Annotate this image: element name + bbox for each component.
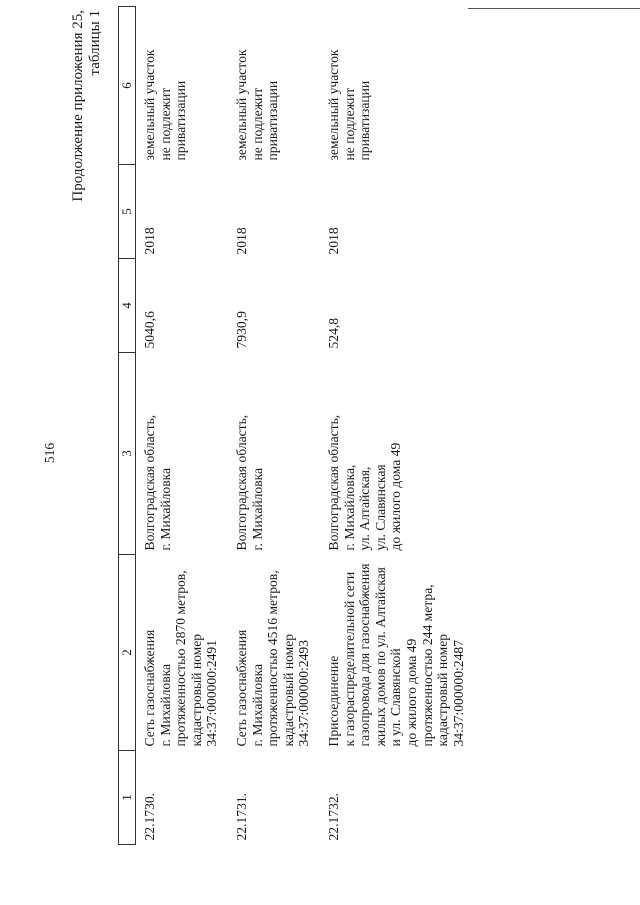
property-table (118, 7, 466, 845)
note-line: не подлежит (341, 87, 357, 161)
header-col-1: 1 (119, 751, 136, 845)
object-name-line: Сеть газоснабжения (142, 629, 157, 747)
header-col-6: 6 (119, 7, 136, 165)
caption-line-2: таблицы 1 (87, 10, 103, 76)
object-name-line: г. Михайловка (249, 663, 265, 747)
header-col-4: 4 (119, 259, 136, 353)
object-name-line: и ул. Славянской (388, 648, 404, 747)
address-line: ул. Славянская (372, 464, 388, 551)
object-name-line: газопровода для газоснабжения (357, 563, 373, 747)
object-name-line: Присоединение (326, 655, 341, 747)
object-address (320, 353, 466, 555)
object-name-line: Сеть газоснабжения (234, 629, 249, 747)
object-name (320, 555, 466, 751)
object-name-line: жилых домов по ул. Алтайская (372, 567, 388, 747)
address-line: Волгоградская область, (142, 414, 157, 551)
table-row (136, 7, 229, 845)
object-value: 524,8 (326, 317, 341, 349)
note-line: приватизации (265, 80, 281, 161)
object-value: 5040,6 (142, 311, 157, 349)
object-address (228, 353, 320, 555)
object-note (320, 7, 466, 165)
table-caption (70, 10, 104, 265)
note-line: земельный участок (326, 49, 341, 161)
note-line: земельный участок (234, 49, 249, 161)
table-row (228, 7, 320, 845)
note-line: приватизации (173, 80, 189, 161)
address-line: г. Михайловка, (341, 464, 357, 551)
object-address (136, 353, 229, 555)
address-line: г. Михайловка (157, 467, 173, 551)
table-row (320, 7, 466, 845)
header-col-5: 5 (119, 165, 136, 259)
header-col-2: 2 (119, 555, 136, 751)
object-name-line: 34:37:000000:2493 (296, 640, 312, 747)
object-name-line: протяженностью 2870 метров, (173, 570, 189, 747)
address-line: Волгоградская область, (234, 414, 249, 551)
object-name-line: г. Михайловка (157, 663, 173, 747)
object-name (228, 555, 320, 751)
header-col-3: 3 (119, 353, 136, 555)
object-note (136, 7, 229, 165)
address-line: Волгоградская область, (326, 414, 341, 551)
address-line: до жилого дома 49 (388, 442, 404, 551)
row-number: 22.1732. (326, 792, 341, 841)
note-line: не подлежит (249, 87, 265, 161)
object-year: 2018 (234, 227, 249, 255)
object-name (136, 555, 229, 751)
object-name-line: до жилого дома 49 (403, 638, 419, 747)
note-line: приватизации (357, 80, 373, 161)
note-line: не подлежит (157, 87, 173, 161)
note-line: земельный участок (142, 49, 157, 161)
object-year: 2018 (326, 227, 341, 255)
object-name-line: протяженностью 4516 метров, (265, 570, 281, 747)
object-name-line: кадастровый номер (280, 633, 296, 747)
object-name-line: протяженностью 244 метра, (419, 584, 435, 747)
object-year: 2018 (142, 227, 157, 255)
object-name-line: кадастровый номер (435, 633, 451, 747)
page-number: 516 (42, 442, 57, 464)
object-name-line: кадастровый номер (188, 633, 204, 747)
object-value: 7930,9 (234, 311, 249, 349)
row-number: 22.1730. (142, 792, 157, 841)
object-note (228, 7, 320, 165)
address-line: ул. Алтайская, (357, 466, 373, 551)
caption-line-1: Продолжение приложения 25, (70, 10, 86, 202)
row-number: 22.1731. (234, 792, 249, 841)
table-header-row (119, 7, 136, 845)
object-name-line: 34:37:000000:2491 (204, 640, 220, 747)
object-name-line: 34:37:000000:2487 (450, 640, 466, 747)
address-line: г. Михайловка (249, 467, 265, 551)
object-name-line: к газораспределительной сети (341, 571, 357, 747)
